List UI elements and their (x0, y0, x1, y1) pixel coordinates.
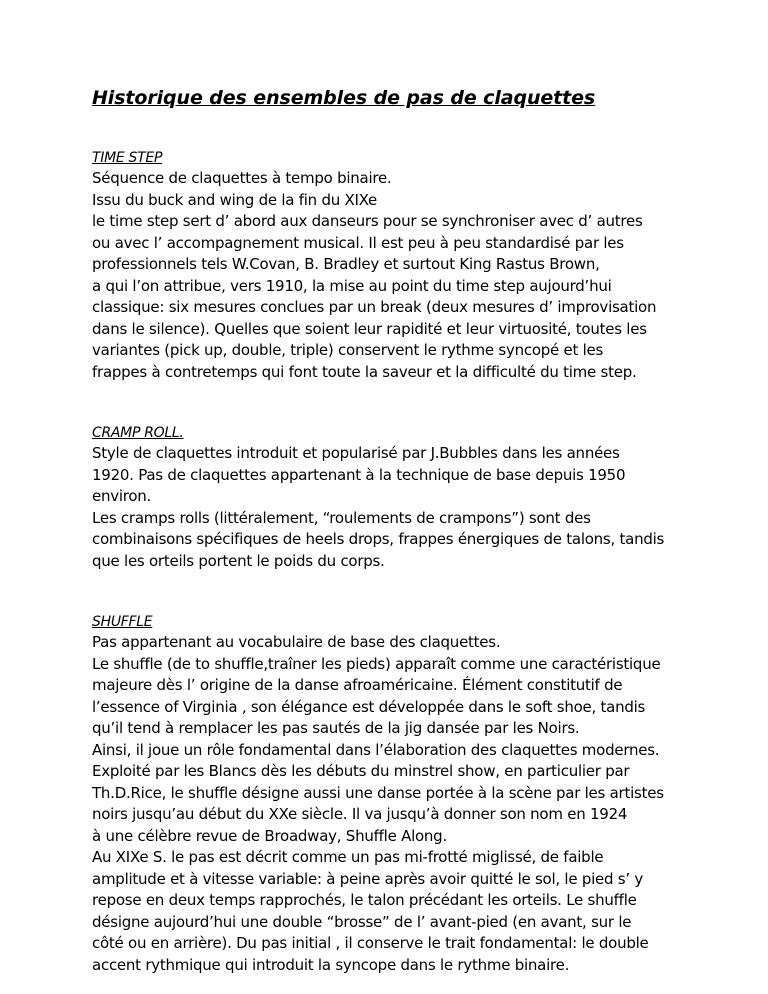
sections-container (92, 148, 728, 976)
paragraph-line: Exploité par les Blancs dès les débuts du minstrel show, en particulier par (92, 762, 630, 780)
paragraph-line: l’essence of Virginia , son élégance est développée dans le soft shoe, tandis (92, 697, 646, 716)
paragraph-line: accent rythmique qui introduit la syncope dans le rythme binaire. (92, 955, 570, 974)
paragraph-line: noirs jusqu’au début du XXe siècle. Il va jusqu’à donner son nom en 1924 (92, 805, 628, 823)
paragraph-line: combinaisons spécifiques de heels drops, frappes énergiques de talons, tandis (92, 530, 665, 548)
section-heading: TIME STEP (92, 150, 163, 166)
paragraph-line: à une célèbre revue de Broadway, Shuffle Along. (92, 826, 447, 845)
paragraph-line: majeure dès l’ origine de la danse afroaméricaine. Élément constitutif de (92, 676, 623, 694)
section-heading: CRAMP ROLL. (92, 425, 184, 441)
section-heading: SHUFFLE (92, 614, 153, 630)
paragraph-line: ou avec l’ accompagnement musical. Il est peu à peu standardisé par les (92, 233, 624, 252)
paragraph-line: désigne aujourd’hui une double “brosse” de l’ avant-pied (en avant, sur le (92, 912, 632, 931)
paragraph-line: frappes à contretemps qui font toute la saveur et la difficulté du time step. (92, 362, 637, 381)
paragraph-line: Au XIXe S. le pas est décrit comme un pas mi-frotté miglissé, de faible (92, 848, 604, 866)
paragraph-line: Style de claquettes introduit et popularisé par J.Bubbles dans les années (92, 444, 620, 462)
paragraph-line: professionnels tels W.Covan, B. Bradley et surtout King Rastus Brown, (92, 255, 600, 273)
paragraph-line: dans le silence). Quelles que soient leur rapidité et leur virtuosité, toutes les (92, 319, 647, 338)
paragraph-line: repose en deux temps rapprochés, le talon précédant les orteils. Le shuffle (92, 891, 637, 909)
paragraph-line: Les cramps rolls (littéralement, “roulements de crampons”) sont des (92, 508, 591, 527)
paragraph-line: 1920. Pas de claquettes appartenant à la technique de base depuis 1950 (92, 465, 626, 484)
paragraph-line: Ainsi, il joue un rôle fondamental dans l’élaboration des claquettes modernes. (92, 740, 660, 759)
paragraph-line: que les orteils portent le poids du corps. (92, 551, 385, 570)
paragraph-line: le time step sert d’ abord aux danseurs pour se synchroniser avec d’ autres (92, 212, 643, 230)
paragraph-line: Issu du buck and wing de la fin du XIXe (92, 190, 378, 209)
section (92, 612, 728, 976)
paragraph-line: Le shuffle (de to shuffle,traîner les pieds) apparaît comme une caractéristique (92, 654, 661, 673)
paragraph-line: classique: six mesures conclues par un break (deux mesures d’ improvisation (92, 298, 657, 316)
paragraph-line: côté ou en arrière). Du pas initial , il conserve le trait fondamental: le double (92, 934, 649, 952)
paragraph-line: Séquence de claquettes à tempo binaire. (92, 169, 392, 187)
paragraph-line: amplitude et à vitesse variable: à peine après avoir quitté le sol, le pied s’ y (92, 869, 644, 888)
paragraph-line: qu’il tend à remplacer les pas sautés de la jig dansée par les Noirs. (92, 719, 580, 737)
paragraph-line: environ. (92, 487, 152, 505)
paragraph-line: Pas appartenant au vocabulaire de base des claquettes. (92, 633, 501, 651)
paragraph-line: variantes (pick up, double, triple) conservent le rythme syncopé et les (92, 341, 604, 359)
section (92, 148, 728, 383)
document-title: Historique des ensembles de pas de claquettes (92, 87, 596, 109)
section (92, 423, 728, 572)
paragraph-line: a qui l’on attribue, vers 1910, la mise au point du time step aujourd’hui (92, 276, 612, 295)
paragraph-line: Th.D.Rice, le shuffle désigne aussi une danse portée à la scène par les artistes (92, 783, 664, 802)
